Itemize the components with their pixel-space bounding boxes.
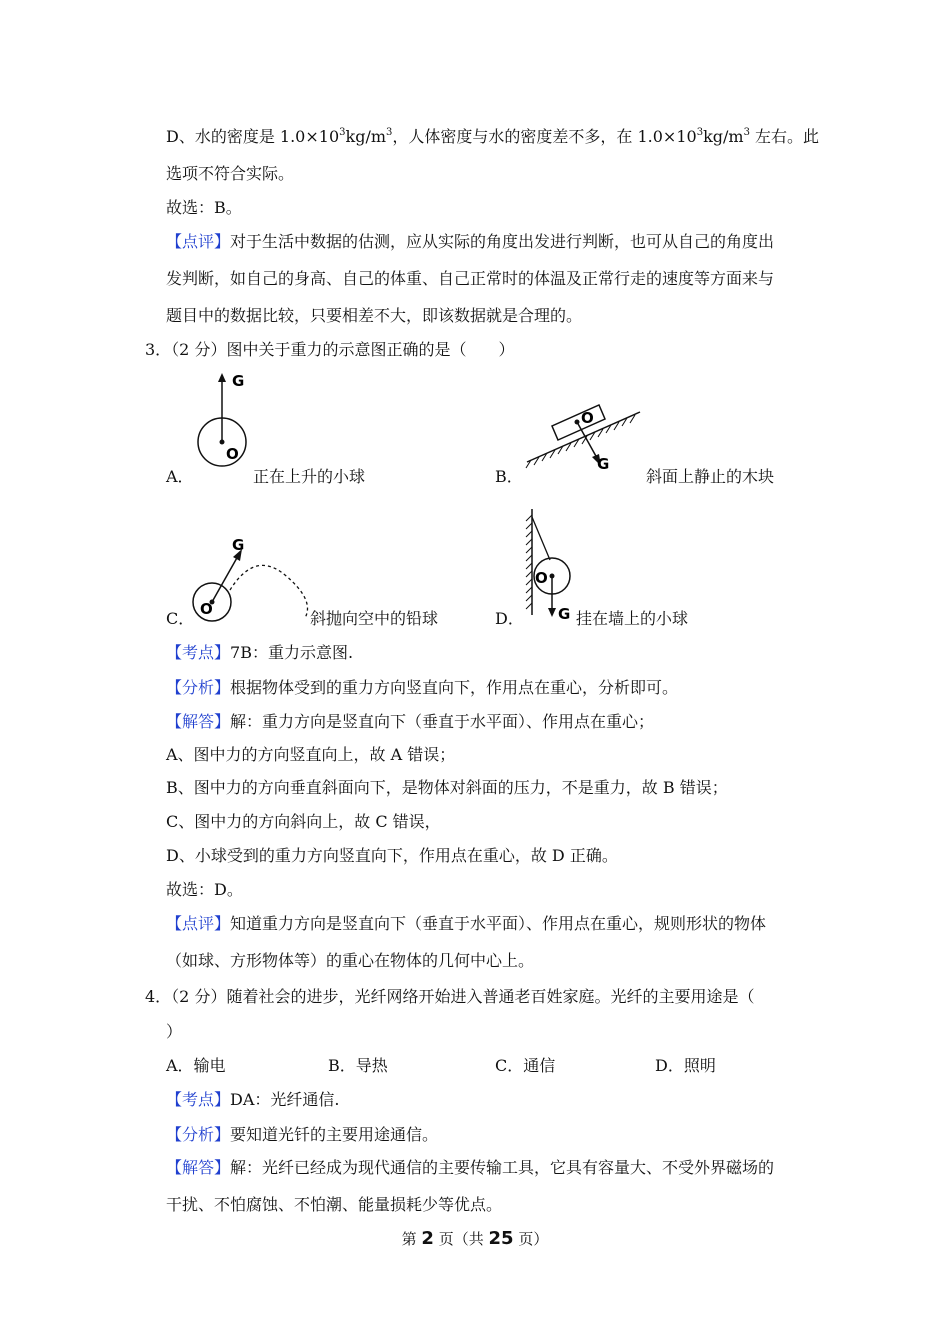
analysis-line: C、图中力的方向斜向上，故 C 错误， bbox=[166, 812, 441, 831]
option-a-caption: 正在上升的小球 bbox=[253, 467, 366, 486]
option-b-caption: 斜面上静止的木块 bbox=[646, 467, 775, 486]
q3-choice: 故选：D。 bbox=[166, 880, 243, 899]
svg-text:O: O bbox=[226, 445, 239, 463]
q4-fenxi: 【分析】要知道光钎的主要用途通信。 bbox=[166, 1125, 439, 1144]
q4-option-b: B．导热 bbox=[328, 1056, 388, 1075]
svg-text:G: G bbox=[597, 455, 610, 473]
option-b-letter: B． bbox=[495, 467, 523, 486]
d-option-line: D、水的密度是 $1.0\times 10^3kg/m^3$，人体密度与水的密度差不多，在 $1.0\times 10^3kg/m^3$ 左右。此 bbox=[166, 127, 820, 146]
review-tag: 【点评】 bbox=[166, 232, 231, 251]
option-d-caption: 挂在墙上的小球 bbox=[576, 609, 689, 628]
analysis-line: D、小球受到的重力方向竖直向下，作用点在重心，故 D 正确。 bbox=[166, 846, 618, 865]
q3-review-line2: （如球、方形物体等）的重心在物体的几何中心上。 bbox=[166, 951, 535, 970]
svg-text:O: O bbox=[535, 569, 548, 587]
q4-kaodian: 【考点】DA：光纤通信. bbox=[166, 1090, 340, 1109]
q2-review-line3: 题目中的数据比较，只要相差不大，即该数据就是合理的。 bbox=[166, 306, 583, 325]
option-d-letter: D． bbox=[495, 609, 524, 628]
option-a-letter: A． bbox=[166, 467, 194, 486]
q4-jieda-line2: 干扰、不怕腐蚀、不怕潮、能量损耗少等优点。 bbox=[166, 1195, 503, 1214]
q4-stem-end: ） bbox=[166, 1022, 183, 1041]
d-option-line2: 选项不符合实际。 bbox=[166, 164, 295, 183]
svg-text:G: G bbox=[558, 605, 571, 623]
figure-c-thrown-ball bbox=[190, 530, 315, 622]
svg-text:O: O bbox=[581, 409, 594, 427]
page-number: 2 bbox=[421, 1228, 434, 1249]
q3-kaodian: 【考点】7B：重力示意图. bbox=[166, 643, 354, 662]
q4-stem: 4．（2 分）随着社会的进步，光纤网络开始进入普通老百姓家庭。光纤的主要用途是（ bbox=[145, 987, 755, 1006]
page-footer: 第 2 页（共 25 页） bbox=[401, 1228, 549, 1249]
q3-stem: 3．（2 分）图中关于重力的示意图正确的是（ ） bbox=[145, 340, 515, 359]
svg-text:G: G bbox=[232, 536, 245, 554]
q4-option-a: A．输电 bbox=[166, 1056, 226, 1075]
analysis-line: B、图中力的方向垂直斜面向下，是物体对斜面的压力，不是重力，故 B 错误； bbox=[166, 778, 728, 797]
q2-review-line2: 发判断，如自己的身高、自己的体重、自己正常时的体温及正常行走的速度等方面来与 bbox=[166, 269, 775, 288]
svg-text:O: O bbox=[200, 600, 213, 618]
q4-jieda: 【解答】解：光纤已经成为现代通信的主要传输工具，它具有容量大、不受外界磁场的 bbox=[166, 1158, 775, 1177]
analysis-line: A、图中力的方向竖直向上，故 A 错误； bbox=[166, 745, 456, 764]
option-c-letter: C． bbox=[166, 609, 195, 628]
page-total: 25 bbox=[488, 1228, 514, 1249]
svg-text:G: G bbox=[232, 372, 245, 390]
figure-b-block-on-incline bbox=[525, 400, 650, 480]
q2-review: 【点评】对于生活中数据的估测，应从实际的角度出发进行判断，也可从自己的角度出 bbox=[166, 232, 775, 251]
q3-review: 【点评】知道重力方向是竖直向下（垂直于水平面）、作用点在重心，规则形状的物体 bbox=[166, 914, 767, 933]
q4-option-d: D．照明 bbox=[655, 1056, 716, 1075]
q3-fenxi: 【分析】根据物体受到的重力方向竖直向下，作用点在重心，分析即可。 bbox=[166, 678, 679, 697]
q4-option-c: C．通信 bbox=[495, 1056, 556, 1075]
figure-d-hanging-ball bbox=[520, 505, 580, 625]
option-c-caption: 斜抛向空中的铅球 bbox=[310, 609, 439, 628]
q3-jieda: 【解答】解：重力方向是竖直向下（垂直于水平面）、作用点在重心； bbox=[166, 712, 655, 731]
q2-choice: 故选：B。 bbox=[166, 198, 242, 217]
figure-a-rising-ball bbox=[190, 370, 260, 470]
